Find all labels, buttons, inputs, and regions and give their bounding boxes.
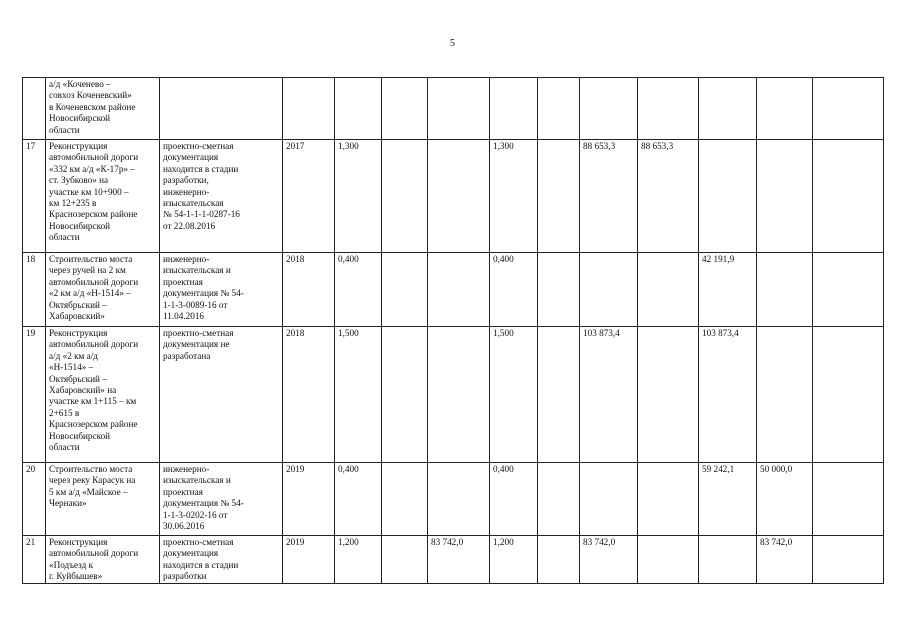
year-cell: 2019 bbox=[283, 463, 335, 536]
col-13-cell bbox=[757, 327, 813, 463]
col-14-cell bbox=[813, 463, 884, 536]
row-number-cell: 20 bbox=[23, 463, 46, 536]
col-13-cell: 83 742,0 bbox=[757, 536, 813, 584]
col-11-cell bbox=[638, 253, 699, 327]
object-name-cell: а/д «Коченево – совхоз Коченевский» в Коченевском районе Новосибирской области bbox=[46, 78, 160, 140]
col-9-cell bbox=[538, 78, 580, 140]
object-name-cell: Реконструкция автомобильной дороги а/д «2 км а/д «Н-1514» – Октябрьский – Хабаровский» на участке км 1+115 – км 2+615 в Краснозерском районе Новосибирской области bbox=[46, 327, 160, 463]
documentation-status-cell: проектно-сметная документация находится в стадии разработки, инженерно- изыскательская № 54-1-1-1-0287-16 от 22.08.2016 bbox=[160, 140, 283, 253]
col-7-cell bbox=[428, 327, 490, 463]
year-cell: 2017 bbox=[283, 140, 335, 253]
col-7-cell bbox=[428, 463, 490, 536]
col-12-cell: 59 242,1 bbox=[699, 463, 757, 536]
col-11-cell: 88 653,3 bbox=[638, 140, 699, 253]
length-km-cell: 0,400 bbox=[335, 253, 382, 327]
col-8-cell: 1,200 bbox=[490, 536, 538, 584]
col-9-cell bbox=[538, 536, 580, 584]
col-11-cell bbox=[638, 327, 699, 463]
col-13-cell bbox=[757, 78, 813, 140]
year-cell: 2019 bbox=[283, 536, 335, 584]
col-10-cell: 88 653,3 bbox=[580, 140, 638, 253]
page-number: 5 bbox=[450, 38, 455, 49]
col-14-cell bbox=[813, 536, 884, 584]
row-number-cell: 17 bbox=[23, 140, 46, 253]
col-12-cell: 42 191,9 bbox=[699, 253, 757, 327]
length-km-cell: 1,500 bbox=[335, 327, 382, 463]
col-9-cell bbox=[538, 140, 580, 253]
col-8-cell: 0,400 bbox=[490, 463, 538, 536]
col-11-cell bbox=[638, 463, 699, 536]
length-km-cell: 1,300 bbox=[335, 140, 382, 253]
col-14-cell bbox=[813, 140, 884, 253]
col-6-cell bbox=[382, 463, 428, 536]
col-12-cell bbox=[699, 536, 757, 584]
col-8-cell: 1,500 bbox=[490, 327, 538, 463]
col-10-cell bbox=[580, 78, 638, 140]
col-7-cell bbox=[428, 78, 490, 140]
year-cell: 2018 bbox=[283, 327, 335, 463]
col-13-cell bbox=[757, 253, 813, 327]
col-8-cell: 0,400 bbox=[490, 253, 538, 327]
year-cell bbox=[283, 78, 335, 140]
table-row bbox=[23, 536, 884, 584]
year-cell: 2018 bbox=[283, 253, 335, 327]
object-name-cell: Реконструкция автомобильной дороги «Подъезд к г. Куйбышев» bbox=[46, 536, 160, 584]
col-11-cell bbox=[638, 536, 699, 584]
col-6-cell bbox=[382, 253, 428, 327]
col-8-cell bbox=[490, 78, 538, 140]
col-12-cell: 103 873,4 bbox=[699, 327, 757, 463]
col-14-cell bbox=[813, 78, 884, 140]
col-7-cell bbox=[428, 140, 490, 253]
col-10-cell: 103 873,4 bbox=[580, 327, 638, 463]
col-8-cell: 1,300 bbox=[490, 140, 538, 253]
col-9-cell bbox=[538, 463, 580, 536]
documentation-status-cell bbox=[160, 78, 283, 140]
row-number-cell: 19 bbox=[23, 327, 46, 463]
documentation-status-cell: проектно-сметная документация не разработана bbox=[160, 327, 283, 463]
col-6-cell bbox=[382, 327, 428, 463]
col-6-cell bbox=[382, 78, 428, 140]
projects-table bbox=[22, 77, 884, 584]
object-name-cell: Строительство моста через ручей на 2 км автомобильной дороги «2 км а/д «Н-1514» – Октябрьский – Хабаровский» bbox=[46, 253, 160, 327]
object-name-cell: Строительство моста через реку Карасук на 5 км а/д «Майское – Чернаки» bbox=[46, 463, 160, 536]
col-12-cell bbox=[699, 140, 757, 253]
col-11-cell bbox=[638, 78, 699, 140]
col-10-cell bbox=[580, 463, 638, 536]
col-13-cell: 50 000,0 bbox=[757, 463, 813, 536]
col-10-cell bbox=[580, 253, 638, 327]
row-number-cell: 18 bbox=[23, 253, 46, 327]
row-number-cell: 21 bbox=[23, 536, 46, 584]
object-name-cell: Реконструкция автомобильной дороги «332 км а/д «К-17р» – ст. Зубково» на участке км 10+900 – км 12+235 в Краснозерском районе Новосибирской области bbox=[46, 140, 160, 253]
documentation-status-cell: инженерно- изыскательская и проектная документация № 54- 1-1-3-0202-16 от 30.06.2016 bbox=[160, 463, 283, 536]
col-6-cell bbox=[382, 140, 428, 253]
table-row bbox=[23, 327, 884, 463]
col-7-cell: 83 742,0 bbox=[428, 536, 490, 584]
col-13-cell bbox=[757, 140, 813, 253]
table-row bbox=[23, 78, 884, 140]
length-km-cell: 1,200 bbox=[335, 536, 382, 584]
col-9-cell bbox=[538, 327, 580, 463]
col-12-cell bbox=[699, 78, 757, 140]
table-row bbox=[23, 463, 884, 536]
col-10-cell: 83 742,0 bbox=[580, 536, 638, 584]
documentation-status-cell: проектно-сметная документация находится в стадии разработки bbox=[160, 536, 283, 584]
col-6-cell bbox=[382, 536, 428, 584]
col-7-cell bbox=[428, 253, 490, 327]
col-14-cell bbox=[813, 253, 884, 327]
length-km-cell: 0,400 bbox=[335, 463, 382, 536]
col-14-cell bbox=[813, 327, 884, 463]
table-row bbox=[23, 253, 884, 327]
documentation-status-cell: инженерно- изыскательская и проектная документация № 54- 1-1-3-0089-16 от 11.04.2016 bbox=[160, 253, 283, 327]
col-9-cell bbox=[538, 253, 580, 327]
table-row bbox=[23, 140, 884, 253]
length-km-cell bbox=[335, 78, 382, 140]
row-number-cell bbox=[23, 78, 46, 140]
